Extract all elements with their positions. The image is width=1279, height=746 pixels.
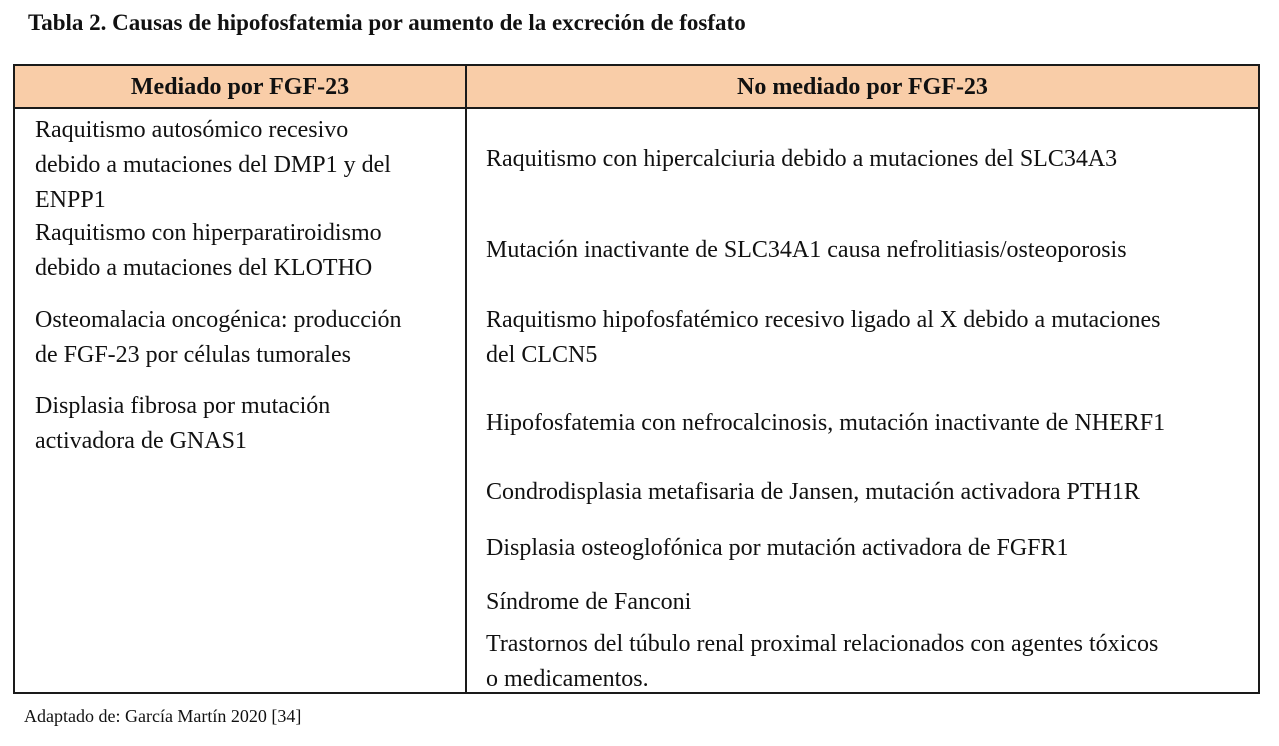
- right-item-jansen: Condrodisplasia metafisaria de Jansen, mutación activadora PTH1R: [486, 479, 1140, 505]
- table-header-row: [15, 66, 1258, 109]
- right-item-nherf1: Hipofosfatemia con nefrocalcinosis, mutación inactivante de NHERF1: [486, 410, 1166, 436]
- header-non-fgf23-mediated: No mediado por FGF-23: [737, 74, 988, 100]
- causes-table: [13, 64, 1260, 694]
- right-item-fanconi: Síndrome de Fanconi: [486, 589, 692, 615]
- header-fgf23-mediated: Mediado por FGF-23: [130, 74, 350, 100]
- table-caption: Adaptado de: García Martín 2020 [34]: [24, 706, 302, 726]
- left-item-arhr: Raquitismo autosómico recesivo debido a mutaciones del DMP1 y del ENPP1: [35, 117, 391, 213]
- right-item-slc34a1: Mutación inactivante de SLC34A1 causa nefrolitiasis/osteoporosis: [486, 237, 1127, 263]
- right-item-osteoglophonic: Displasia osteoglofónica por mutación activadora de FGFR1: [486, 535, 1069, 561]
- column-divider: [465, 66, 467, 692]
- right-item-clcn5: Raquitismo hipofosfatémico recesivo ligado al X debido a mutaciones del CLCN5: [486, 307, 1161, 368]
- table-title: Tabla 2. Causas de hipofosfatemia por aumento de la excreción de fosfato: [28, 10, 746, 35]
- left-item-fibrous-dysplasia: Displasia fibrosa por mutación activadora de GNAS1: [35, 393, 331, 454]
- right-item-slc34a3: Raquitismo con hipercalciuria debido a mutaciones del SLC34A3: [486, 146, 1118, 172]
- right-item-toxic-agents: Trastornos del túbulo renal proximal relacionados con agentes tóxicos o medicamentos.: [486, 631, 1159, 692]
- left-item-tio: Osteomalacia oncogénica: producción de FGF-23 por células tumorales: [35, 307, 402, 368]
- left-item-klotho: Raquitismo con hiperparatiroidismo debido a mutaciones del KLOTHO: [35, 220, 382, 281]
